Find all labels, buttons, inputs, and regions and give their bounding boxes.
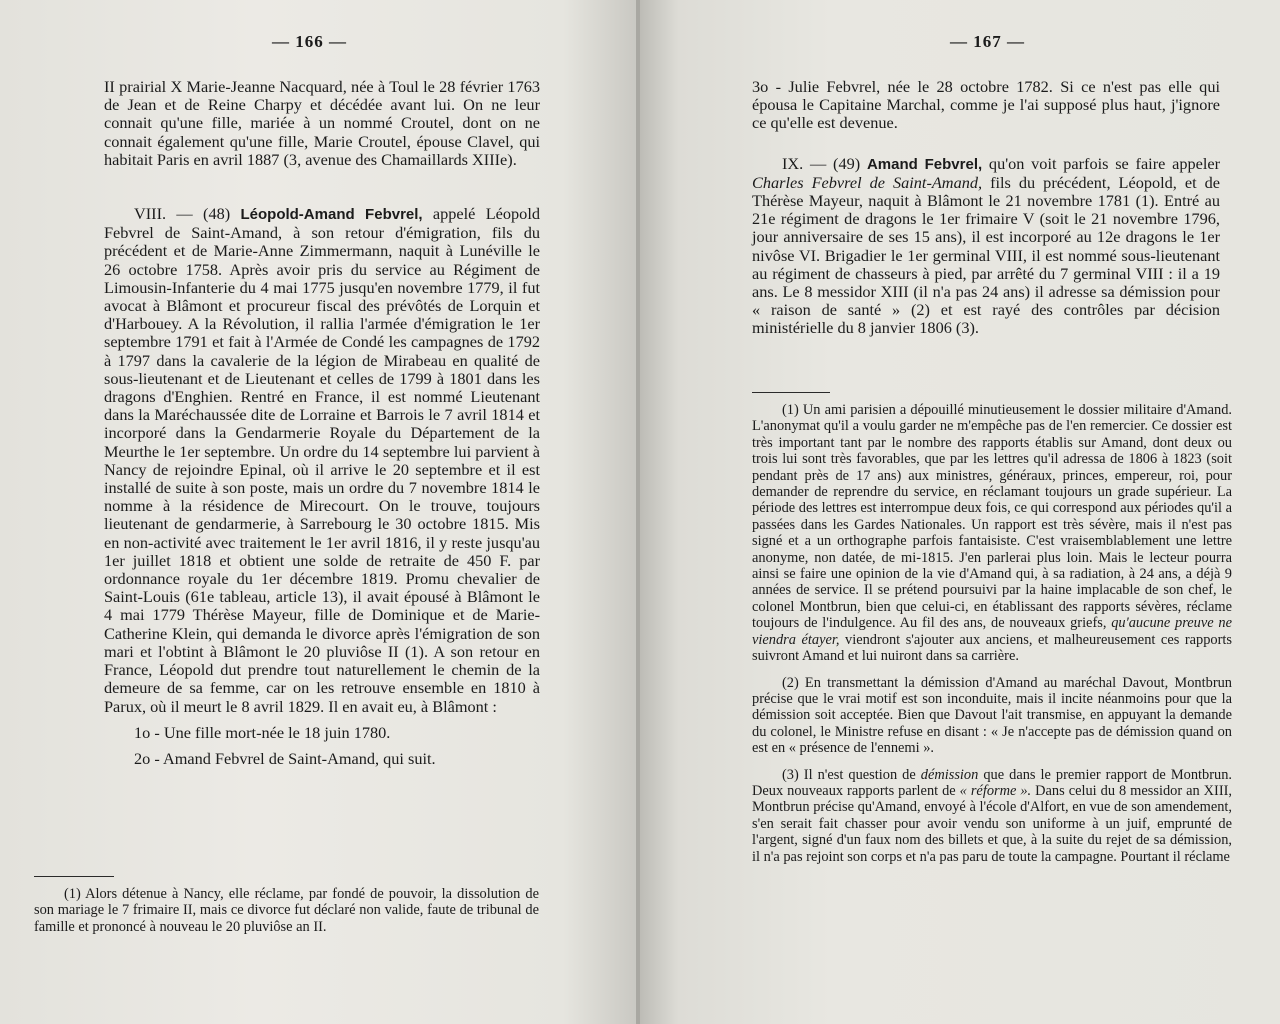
section-number: IX. — (49) [782,153,861,173]
footnote-text: Dans celui du 8 messidor an XIII, Montbrun précise qu'Amand, envoyé à l'école d'Alfort, en vue de son amendement, s'en serait fait chasser pour avoir vendu son uniforme à un juif, emprunté de l'argent, signé d'un faux nom des billets et que, à la suite du rejet de sa démission, il n'a pas rejoint son corps et n'a pas paru de toute la campagne. Pourtant il réclame [752,782,1233,865]
section-paragraph [752,155,1220,338]
footnote-italic: « réforme ». [959,782,1032,799]
footnote-3 [752,767,1232,865]
footnote-text: viendront s'ajouter aux anciens, et malheureusement ces rapports suivront Amand et lui nuiront dans sa carrière. [752,631,1232,665]
footnote-text: que dans le premier rapport de Montbrun. Deux nouveaux rapports parlent de [752,766,1232,799]
list-item: 2o - Amand Febvrel de Saint-Amand, qui suit. [134,748,436,768]
footnote-italic: démission [920,766,979,783]
footnote [34,886,539,935]
section-body: appelé Léopold Febvrel de Saint-Amand, à son retour d'émigration, fils du précédent et de Marie-Anne Zimmermann, naquit à Lunéville le 26 octobre 1758. Après avoir pris du service au Régiment de Limousin-Infanterie du 4 mai 1775 jusqu'en novembre 1779, il fut avocat à Blâmont et procureur fiscal des prévôtés de Lorquin et d'Harbouey. A la Révolution, il rallia l'armée d'émigration le 1er septembre 1791 et fait à l'Armée de Condé les campagnes de 1792 à 1797 dans la cavalerie de la légion de Mirabeau en qualité de sous-lieutenant et de Lieutenant et celles de 1799 à 1801 dans les dragons d'Enghien. Rentré en France, il est nommé Lieutenant dans la Maréchaussée dite de Lorraine et Barrois le 7 avril 1814 et incorporé dans la Gendarmerie Royale du Département de la Meurthe le 1er septembre. Un ordre du 14 septembre lui parvient à Nancy de rejoindre Epinal, où il arrive le 20 septembre et il est installé de suite à son poste, mais un ordre du 7 novembre 1814 le nomme à la résidence de Mirecourt. On le trouve, toujours lieutenant de gendarmerie, à Sarrebourg le 30 octobre 1815. Mis en non-activité avec traitement le 1er avril 1816, il y reste jusqu'au 1er juillet 1818 et obtient une solde de retraite de 450 F. par ordonnance royale du 1er décembre 1819. Promu chevalier de Saint-Louis (61e tableau, article 13), il avait épousé à Blâmont le 4 mai 1779 Thérèse Mayeur, fille de Dominique et de Marie-Catherine Klein, qui demanda le divorce après l'émigration de son mari et l'obtint à Blâmont le 20 pluviôse II (1). A son retour en France, Léopold dut prendre tout naturellement le chemin de la demeure de sa femme, car on les retrouve ensemble en 1810 à Parux, où il meurt le 8 avril 1829. Il en avait eu, à Blâmont : [104,204,540,716]
person-name: Amand Febvrel, [866,155,983,173]
section-body: qu'on voit parfois se faire appeler [988,153,1221,173]
footnote-2: (2) En transmettant la démission d'Amand au maréchal Davout, Montbrun précise que le vrai motif est son inconduite, mais il incite néanmoins pour que la démission soit acceptée. Bien que Davout l'ait transmise, en appuyant la demande du colonel, le Ministre refuse en disant : « Je n'accepte pas de démission quand on est en « présence de l'ennemi ». [752,674,1232,757]
right-main-text [752,78,1220,338]
section-body: fils du précédent, Léopold, et de Thérèse Mayeur, naquit à Blâmont le 21 novembre 1781 (1). Entré au 21e régiment de dragons le 1er frimaire V (soit le 21 novembre 1796, jour anniversaire de ses 15 ans), il est incorporé au 12e dragons le 1er nivôse VI. Brigadier le 1er germinal VIII, il est nommé sous-lieutenant au régiment de chasseurs à pied, par arrêté du 7 germinal VIII : il a 19 ans. Le 8 messidor XIII (il n'a pas 24 ans) il adresse sa démission pour « raison de santé » (2) et est rayé des contrôles par décision ministérielle du 8 janvier 1806 (3). [752,172,1220,338]
footnotes [752,402,1232,865]
page-number: — 167 — [950,32,1025,51]
footnote-text: (1) Un ami parisien a dépouillé minutieusement le dossier militaire d'Amand. L'anonymat qu'il a voulu garder ne m'empêche pas de l'en remercier. Ce dossier est très important tant par le nombre des rapports établis sur Amand, dont deux ou trois lui sont très favorables, que par les lettres qu'il adressa de 1806 à 1823 (soit pendant près de 17 ans) aux ministres, généraux, princes, empereur, roi, pour demander de reprendre du service, en réclamant toujours un grade supérieur. La période des lettres est interrompue deux fois, ce qui correspond aux périodes qu'il a passées dans les Gardes Nationales. Un rapport est très sévère, mais il n'est pas signé et a un orthographe parfois fantaisiste. C'est vraisemblablement une lettre anonyme, non datée, de mi-1815. J'en parlerai plus loin. Mais le lecteur pourra ainsi se faire une opinion de la vie d'Amand qui, à sa radiation, à 24 ans, a déjà 9 années de service. Il se prétend poursuivi par la haine implacable de son chef, le colonel Montbrun, bien que celui-ci, en établissant des rapports sévères, réclame toujours de l'indulgence. Au fil des ans, de nouveaux griefs, [752,402,1232,632]
section-number: VIII. — (48) [134,204,231,224]
footnote-text: (1) Alors détenue à Nancy, elle réclame, par fondé de pouvoir, la dissolution de son mariage le 7 frimaire II, mais ce divorce fut déclaré non valide, faute de tribunal de famille et prononcé à nouveau le 20 pluviôse an II. [34,886,539,935]
footnote-rule [752,392,830,393]
footnote-1 [752,402,1232,665]
list-item: 1o - Une fille mort-née le 18 juin 1780. [134,722,391,742]
list-item: 3o - Julie Febvrel, née le 28 octobre 1782. Si ce n'est pas elle qui épousa le Capitaine Marchal, comme je l'ai supposé plus haut, j'ignore ce qu'elle est devenue. [752,77,1220,133]
alias-name: Charles Febvrel de Saint-Amand, [752,172,983,192]
continued-paragraph: II prairial X Marie-Jeanne Nacquard, née à Toul le 28 février 1763 de Jean et de Reine Charpy et décédée avant lui. On ne leur connait qu'une fille, mariée à un nommé Croutel, dont on ne connait également qu'une fille, Marie Croutel, épouse Clavel, qui habitait Paris en avril 1887 (3, avenue des Chamaillards XIIIe). [104,77,540,169]
page-number: — 166 — [272,32,347,51]
section-paragraph [104,205,540,716]
main-text [104,78,540,768]
footnote-text: (3) Il n'est question de [782,766,916,783]
person-name: Léopold-Amand Febvrel, [240,206,423,224]
footnote-italic: qu'aucune preuve ne viendra étayer, [752,615,1232,648]
footnote-rule [34,876,114,877]
